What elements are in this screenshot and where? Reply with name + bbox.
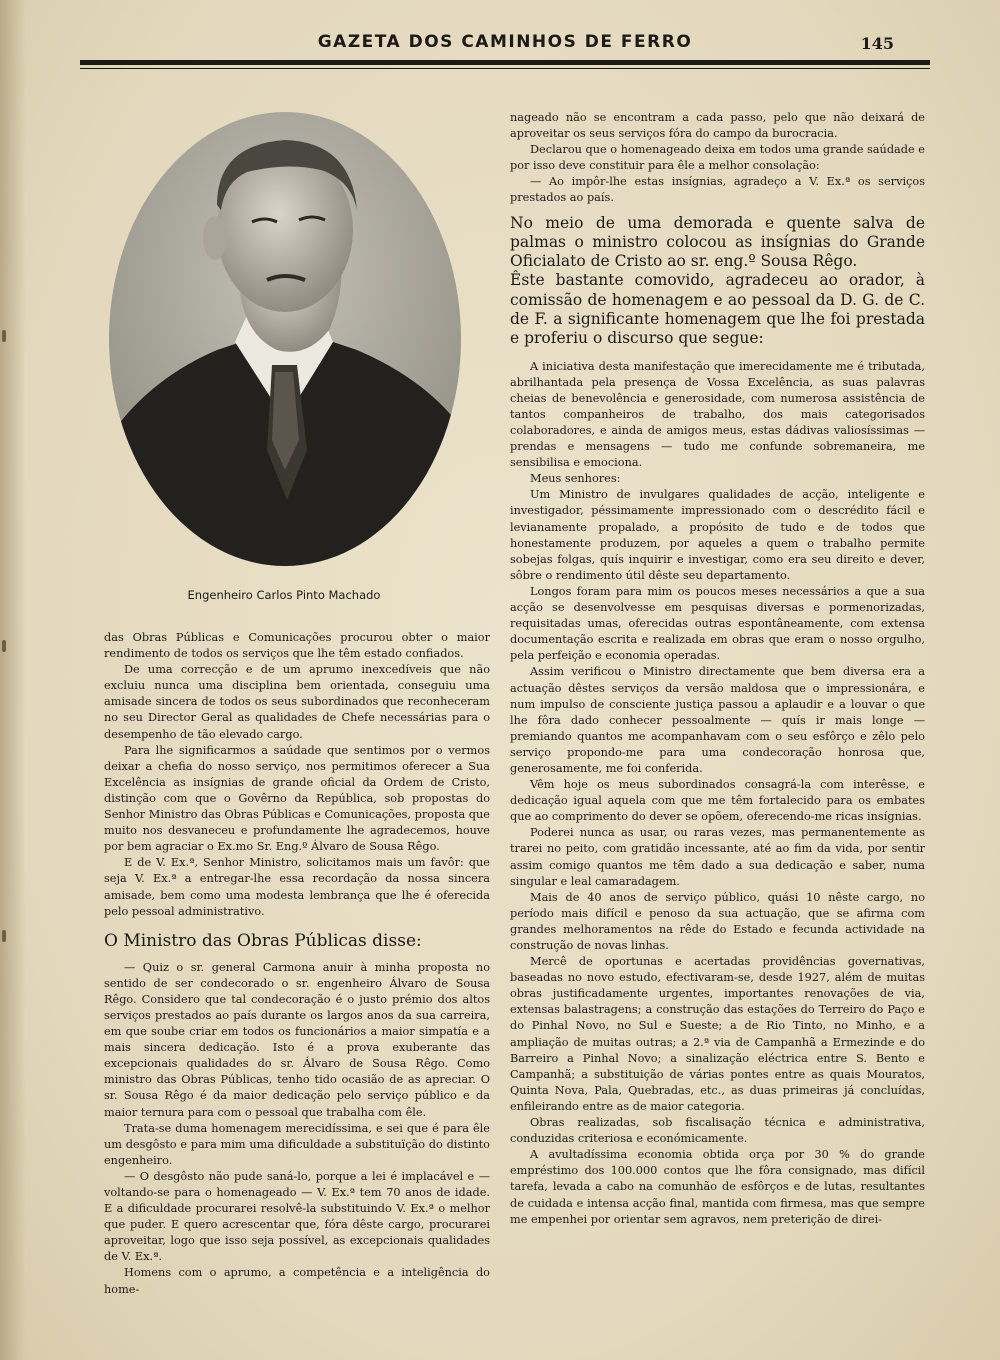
announcement-paragraph: No meio de uma demorada e quente salva de palmas o ministro colocou as insígnias do Grande Oficialato de Cristo ao sr. eng.º Sousa Rêgo. <box>510 213 925 271</box>
left-column <box>104 630 490 1298</box>
speech-paragraph: Longos foram para mim os poucos meses necessários a que a sua acção se desenvolvesse em pesquisas diversas e pormenorizadas, requisitadas umas, oferecidas outras espontâneamente, com extensa documentação escrita e realizada em obras que eram o nosso orgulho, pela perfeição e economia operadas. <box>510 584 925 663</box>
body-paragraph: Trata-se duma homenagem merecidíssima, e sei que é para êle um desgôsto e para mim uma dificuldade a substituïção do distinto engenheiro. <box>104 1121 490 1167</box>
journal-title: GAZETA DOS CAMINHOS DE FERRO <box>317 32 693 52</box>
body-paragraph: Declarou que o homenageado deixa em todos uma grande saúdade e por isso deve constituir para êle a melhor consolação: <box>510 143 925 173</box>
section-subheading: O Ministro das Obras Públicas disse: <box>104 930 422 951</box>
body-paragraph: — Ao impôr-lhe estas insígnias, agradeço a V. Ex.ª os serviços prestados ao país. <box>510 175 925 205</box>
right-column <box>510 110 925 1228</box>
body-paragraph: Para lhe significarmos a saúdade que sentimos por o vermos deixar a chefia do nosso serviço, nos permitimos oferecer a Sua Excelência as insígnias de grande oficial da Ordem de Cristo, distinção com que o Govêrno da República, sob propostas do Senhor Ministro das Obras Públicas e Comunicações, proposta que muito nos desvaneceu e profundamente lhe agradecemos, houve por bem agraciar o Ex.mo Sr. Eng.º Álvaro de Sousa Rêgo. <box>104 743 490 854</box>
binding-hole-mark <box>2 930 6 942</box>
binding-hole-mark <box>2 640 6 652</box>
body-paragraph: das Obras Públicas e Comunicações procurou obter o maior rendimento de todos os serviços que lhe têm estado confiados. <box>104 631 490 661</box>
speech-paragraph: Meus senhores: <box>530 472 621 486</box>
announcement-block <box>510 214 925 349</box>
speech-paragraph: Vêm hoje os meus subordinados consagrá-la com interêsse, e dedicação igual aquela com que me têm fortalecido para os embates que ao comprimento do dever se opõem, oferecendo-me ricas insígnias. <box>510 778 925 824</box>
body-paragraph: — O desgôsto não pude saná-lo, porque a lei é implacável e — voltando-se para o homenageado — V. Ex.ª tem 70 anos de idade. E a dificuldade procurarei resolvê-la substituindo V. Ex.ª o melhor que puder. E quero acrescentar que, fóra dêste cargo, procurarei aproveitar, logo que isso seja possível, as excepcionais qualidades de V. Ex.ª. <box>104 1169 490 1264</box>
body-paragraph: — Quiz o sr. general Carmona anuir à minha proposta no sentido de ser condecorado o sr. engenheiro Álvaro de Sousa Rêgo. Considero que tal condecoração é o justo prémio dos altos serviços prestados ao país durante os largos anos da sua carreira, em que soube criar em todos os funcionários a maior simpatía e a mais sincera dedicação. Isto é a prova exuberante das excepcionais qualidades do sr. Álvaro de Sousa Rêgo. Como ministro das Obras Públicas, tenho tido ocasião de as apreciar. O sr. Sousa Rêgo é da maior dedicação pelo serviço público e da maior ternura para com o pessoal que trabalha com êle. <box>104 960 490 1119</box>
speech-paragraph: Mercê de oportunas e acertadas providências governativas, baseadas no novo estudo, efectivaram-se, desde 1927, além de muitas obras justificadamente urgentes, importantes renovações de via, extensas balastragens; a construção das estações do Terreiro do Paço e do Pinhal Novo, no Sul e Sueste; a de Rio Tinto, no Minho, e a ampliação de muitas outras; a 2.ª via de Campanhã a Ermezinde e do Barreiro a Pinhal Novo; a sinalização eléctrica entre S. Bento e Campanhã; a substituição de várias pontes entre as quais Mouratos, Quinta Nova, Pala, Quebradas, etc., as duas primeiras já concluídas, enfileirando entre as de maior categoria. <box>510 955 925 1113</box>
binding-edge-shadow <box>0 0 26 1360</box>
body-paragraph: Homens com o aprumo, a competência e a inteligência do home- <box>104 1266 490 1296</box>
portrait-photo <box>107 110 463 568</box>
page-header <box>80 28 930 72</box>
body-paragraph: De uma correcção e de um aprumo inexcedíveis que não excluiu nunca uma disciplina bem orientada, conseguiu uma amisade sincera de todos os seus subordinados que reconheceram no seu Director Geral as qualidades de Chefe necessárias para o desempenho de tão elevado cargo. <box>104 663 490 741</box>
header-rule-thick <box>80 60 930 65</box>
speech-paragraph: A avultadíssima economia obtida orça por 30 % do grande empréstimo dos 100.000 contos que lhe fôra consignado, mas difícil tarefa, levada a cabo na comunhão de esfôrços e de lutas, resultantes de cuidada e intensa acção final, mantida com firmesa, mas que sempre me empenhei por orientar sem agravos, nem preterição de direi- <box>510 1148 925 1226</box>
speech-paragraph: A iniciativa desta manifestação que imerecidamente me é tributada, abrilhantada pela presença de Vossa Excelência, as suas palavras cheias de benevolência e generosidade, com numerosa assistência de tantos companheiros de trabalho, dos mais categorisados colaboradores, e ainda de amigos meus, estas dádivas valiosíssimas — prendas e mensagens — tudo me confunde sobremaneira, me sensibilisa e emociona. <box>510 359 925 470</box>
speech-block <box>510 359 925 1228</box>
speech-paragraph: Poderei nunca as usar, ou raras vezes, mas permanentemente as trarei no peito, com gratidão incessante, até ao fim da vida, por sentir assim comigo quantos me têm dado a sua dedicação e saber, numa singular e leal camaradagem. <box>510 826 925 888</box>
speech-paragraph: Mais de 40 anos de serviço público, quási 10 nêste cargo, no período mais difícil e penoso da sua actuação, que se afirma com grandes melhoramentos na rêde do Estado e fecunda actividade na construção de novas linhas. <box>510 890 925 953</box>
body-paragraph: E de V. Ex.ª, Senhor Ministro, solicitamos mais um favôr: que seja V. Ex.ª a entregar-lhe essa recordação da nossa sincera amisade, bem como uma modesta lembrança que lhe é oferecida pelo pessoal administrativo. <box>104 856 490 918</box>
announcement-paragraph: Êste bastante comovido, agradeceu ao orador, à comissão de homenagem e ao pessoal da D. G. de C. de F. a significante homenagem que lhe foi prestada e proferiu o discurso que segue: <box>510 271 925 348</box>
header-rule-thin <box>80 68 930 69</box>
speech-paragraph: Assim verificou o Ministro directamente que bem diversa era a actuação dêstes serviços da versão maldosa que o impressionára, e num impulso de consciente justiça passou a aplaudir e a louvar o que lhe fôra dado conhecer pessoalmente — quís ir mais longe — premiando quantos me acompanhavam com o seu esfôrço e zêlo pelo serviço propondo-me para uma condecoração honrosa que, generosamente, me foi conferida. <box>510 665 925 775</box>
binding-hole-mark <box>2 330 6 342</box>
speech-paragraph: Obras realizadas, sob fiscalisação técnica e administrativa, conduzidas criteriosa e económicamente. <box>510 1116 925 1146</box>
body-paragraph: nageado não se encontram a cada passo, pelo que não deixará de aproveitar os seus serviços fóra do campo da burocracia. <box>510 111 925 141</box>
photo-caption: Engenheiro Carlos Pinto Machado <box>187 588 381 602</box>
page-number: 145 <box>860 34 894 53</box>
speech-paragraph: Um Ministro de invulgares qualidades de acção, inteligente e investigador, péssimamente impressionado com o descrédito fácil e levianamente propalado, a propósito de tudo e de todos que honestamente produzem, por aqueles a quem o trabalho permite sobejas folgas, quís inquirir e investigar, como era seu direito e dever, sôbre o rendimento útil dêste seu departamento. <box>510 488 925 582</box>
